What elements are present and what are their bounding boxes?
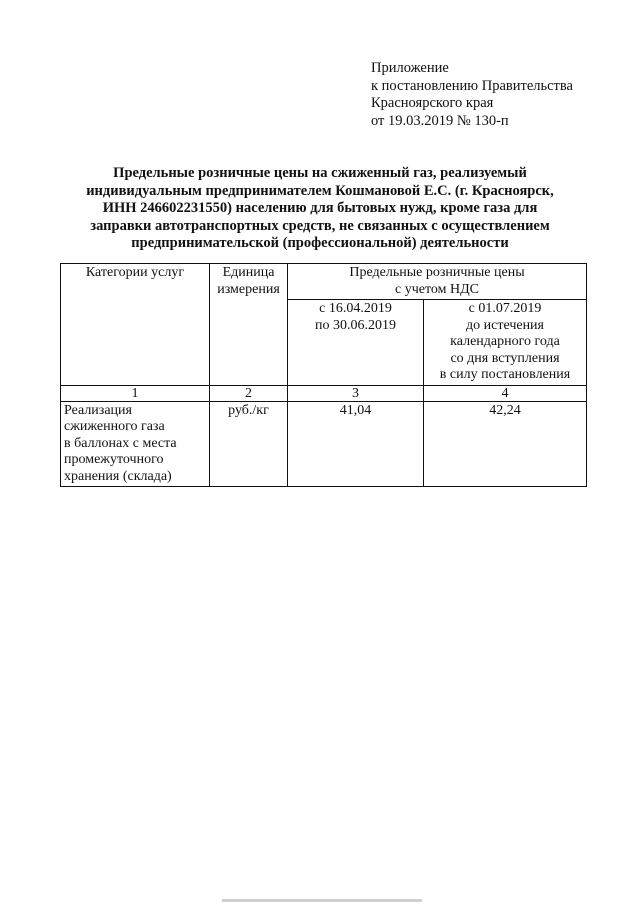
column-number: 3 — [288, 385, 424, 401]
header-period-2-line: с 01.07.2019 — [468, 301, 542, 316]
header-period-1-line: с 16.04.2019 — [319, 301, 392, 316]
document-title — [60, 165, 580, 253]
column-number: 4 — [424, 385, 587, 401]
header-period-2 — [424, 300, 587, 386]
table-column-numbers-row — [61, 385, 587, 401]
table-header-row — [61, 264, 587, 300]
header-period-1 — [288, 300, 424, 386]
appendix-block — [371, 60, 573, 130]
title-line: предпринимательской (профессиональной) деятельности — [131, 235, 509, 251]
title-line: Предельные розничные цены на сжиженный газ, реализуемый — [113, 165, 527, 181]
appendix-line: Красноярского края — [371, 95, 494, 111]
header-period-2-line: календарного года — [450, 334, 560, 349]
header-period-2-line: в силу постановления — [439, 367, 571, 382]
header-period-2-line: до истечения — [466, 317, 544, 333]
row-service-line: промежуточного — [64, 452, 164, 467]
header-category-label: Категории услуг — [85, 265, 185, 280]
header-unit — [210, 264, 288, 386]
row-service-line: в баллонах с места — [64, 435, 177, 451]
appendix-line: Приложение — [371, 60, 449, 76]
title-line: заправки автотранспортных средств, не связанных с осуществлением — [90, 217, 550, 234]
column-number: 2 — [210, 385, 288, 401]
table-row — [61, 401, 587, 487]
title-line: ИНН 246602231550) населению для бытовых нужд, кроме газа для — [102, 200, 538, 216]
price-table — [60, 263, 587, 487]
header-unit-line: Единица — [222, 265, 275, 280]
title-line: индивидуальным предпринимателем Кошмановой Е.С. (г. Красноярск, — [86, 182, 554, 199]
column-number: 1 — [61, 385, 210, 401]
row-service — [61, 401, 210, 487]
row-price-period-1: 41,04 — [288, 401, 424, 487]
scan-edge-mark — [222, 899, 422, 902]
row-unit: руб./кг — [210, 401, 288, 487]
header-unit-line: измерения — [217, 281, 280, 297]
header-limit-prices-line: с учетом НДС — [395, 281, 479, 297]
row-service-line: хранения (склада) — [64, 468, 172, 484]
row-price-period-2: 42,24 — [424, 401, 587, 487]
appendix-line: к постановлению Правительства — [371, 77, 573, 94]
appendix-line: от 19.03.2019 № 130-п — [371, 112, 509, 129]
header-category — [61, 264, 210, 386]
row-service-line: сжиженного газа — [64, 419, 165, 434]
header-limit-prices-line: Предельные розничные цены — [349, 265, 525, 280]
header-period-1-line: по 30.06.2019 — [315, 317, 396, 333]
row-service-line: Реализация — [64, 402, 132, 418]
header-period-2-line: со дня вступления — [450, 350, 560, 366]
header-limit-prices — [288, 264, 587, 300]
